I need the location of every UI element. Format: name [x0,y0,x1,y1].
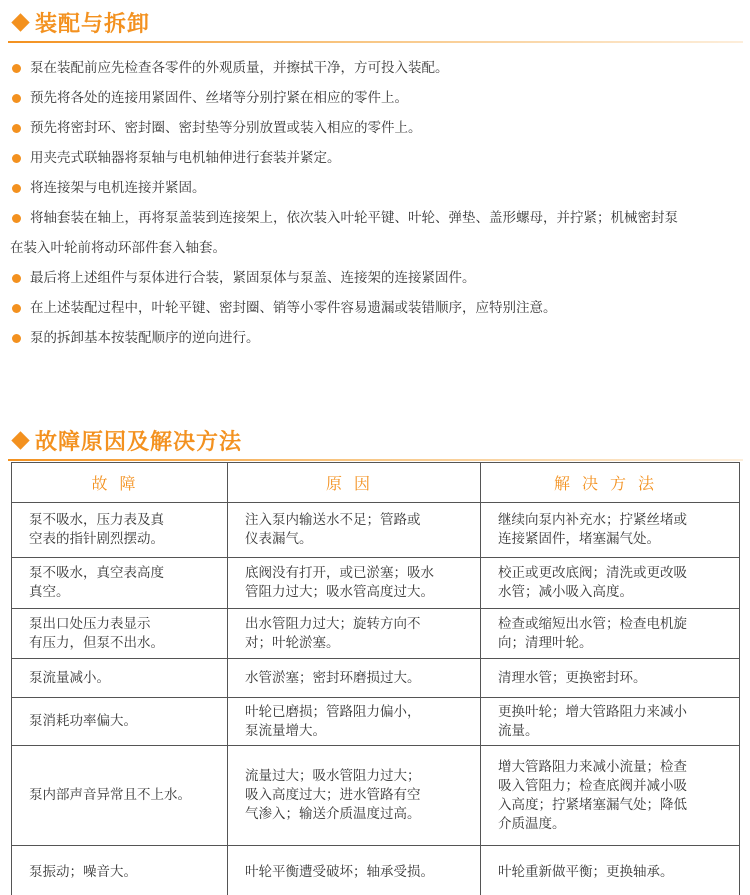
list-item: 将轴套装在轴上，再将泵盖装到连接架上，依次装入叶轮平键、叶轮、弹垫、盖形螺母，并拧紧；机械密封泵 在装入叶轮前将动环部件套入轴套。 [10,210,678,256]
cell-line: 泵振动；噪音大。 [29,863,137,880]
section-title: 装配与拆卸 [35,11,151,37]
cell-cause [228,846,481,895]
table-row [12,698,740,746]
assembly-section-header [8,6,743,46]
cell-line: 流量。 [498,722,539,739]
troubleshooting-table [11,462,740,895]
cell-solution [481,609,740,659]
list-item: 在上述装配过程中，叶轮平键、密封圈、销等小零件容易遗漏或装错顺序，应特别注意。 [10,293,742,323]
orange-dot-icon [12,94,21,103]
cell-line: 泵流量减小。 [29,669,110,686]
cell-line: 检查或缩短出水管；检查电机旋 [498,615,687,632]
cell-line: 叶轮重新做平衡；更换轴承。 [498,863,674,880]
table-row [12,659,740,698]
table-row [12,503,740,558]
orange-dot-icon [12,154,21,163]
cell-solution [481,846,740,895]
list-item: 用夹壳式联轴器将泵轴与电机轴伸进行套装并紧定。 [10,143,742,173]
cell-line: 仪表漏气。 [245,531,313,547]
cell-line: 向；清理叶轮。 [498,634,593,651]
cell-line: 更换叶轮；增大管路阻力来减小 [498,703,687,720]
orange-dot-icon [12,304,21,313]
cell-line: 叶轮已磨损；管路阻力偏小， [245,703,421,720]
cell-fault [12,558,228,609]
table-row [12,609,740,659]
list-item: 预先将密封环、密封圈、密封垫等分别放置或装入相应的零件上。 [10,113,742,143]
assembly-steps-list [10,53,742,353]
column-header-fault: 故障 [12,463,228,503]
cell-cause [228,558,481,609]
cell-fault [12,698,228,746]
cell-line: 入高度；拧紧堵塞漏气处；降低 [498,796,687,813]
cell-line: 出水管阻力过大；旋转方向不 [245,615,421,632]
list-item: 将连接架与电机连接并紧固。 [10,173,742,203]
orange-dot-icon [12,274,21,283]
cell-line: 继续向泵内补充水；拧紧丝堵或 [498,512,687,528]
cell-cause [228,746,481,846]
cell-line: 泵不吸水，真空表高度 [29,565,164,581]
list-item: 最后将上述组件与泵体进行合装，紧固泵体与泵盖、连接架的连接紧固件。 [10,263,742,293]
list-item: 预先将各处的连接用紧固件、丝堵等分别拧紧在相应的零件上。 [10,83,742,113]
column-header-cause: 原因 [228,463,481,503]
cell-line: 注入泵内输送水不足；管路或 [245,512,421,528]
cell-fault [12,503,228,558]
cell-line: 真空。 [29,584,70,600]
cell-line: 连接紧固件，堵塞漏气处。 [498,531,660,547]
cell-solution [481,659,740,698]
cell-line: 底阀没有打开，或已淤塞；吸水 [245,565,434,581]
table-row [12,746,740,846]
list-item: 泵在装配前应先检查各零件的外观质量，并擦拭干净，方可投入装配。 [10,53,742,83]
cell-line: 管阻力过大；吸水管高度过大。 [245,584,434,600]
cell-line: 校正或更改底阀；清洗或更改吸 [498,565,687,581]
diamond-bullet-icon [11,431,29,449]
list-item: 泵的拆卸基本按装配顺序的逆向进行。 [10,323,742,353]
cell-solution [481,698,740,746]
orange-dot-icon [12,64,21,73]
cell-line: 泵流量增大。 [245,722,326,739]
header-divider [8,459,743,461]
cell-line: 吸入高度过大；进水管路有空 [245,787,421,803]
cell-line: 泵出口处压力表显示 [29,615,151,632]
cell-line: 泵不吸水，压力表及真 [29,512,164,528]
cell-line: 对；叶轮淤塞。 [245,634,340,651]
cell-line: 增大管路阻力来减小流量；检查 [498,758,687,775]
cell-line: 空表的指针剧烈摆动。 [29,531,164,547]
cell-cause [228,503,481,558]
table-header-row [12,463,740,503]
orange-dot-icon [12,184,21,193]
orange-dot-icon [12,124,21,133]
cell-line: 流量过大；吸水管阻力过大； [245,768,421,784]
header-divider [8,41,743,43]
cell-line: 泵消耗功率偏大。 [29,713,137,729]
cell-cause [228,698,481,746]
cell-line: 吸入管阻力；检查底阀并减小吸 [498,777,687,794]
cell-fault [12,746,228,846]
cell-cause [228,659,481,698]
cell-line: 水管淤塞；密封环磨损过大。 [245,669,421,686]
troubleshooting-section-header [8,424,743,464]
cell-line: 有压力，但泵不出水。 [29,634,164,651]
cell-line: 水管；减小吸入高度。 [498,584,633,600]
orange-dot-icon [12,214,21,223]
table-row [12,558,740,609]
cell-line: 气渗入；输送介质温度过高。 [245,806,421,822]
cell-solution [481,746,740,846]
cell-fault [12,846,228,895]
cell-solution [481,503,740,558]
column-header-solution: 解决方法 [481,463,740,503]
cell-line: 叶轮平衡遭受破坏；轴承受损。 [245,863,434,880]
cell-solution [481,558,740,609]
section-title: 故障原因及解决方法 [35,429,243,455]
cell-line: 介质温度。 [498,815,566,832]
table-row [12,846,740,895]
cell-line: 泵内部声音异常且不上水。 [29,787,191,803]
orange-dot-icon [12,334,21,343]
cell-line: 清理水管；更换密封环。 [498,669,647,686]
diamond-bullet-icon [11,13,29,31]
cell-fault [12,659,228,698]
cell-fault [12,609,228,659]
cell-cause [228,609,481,659]
